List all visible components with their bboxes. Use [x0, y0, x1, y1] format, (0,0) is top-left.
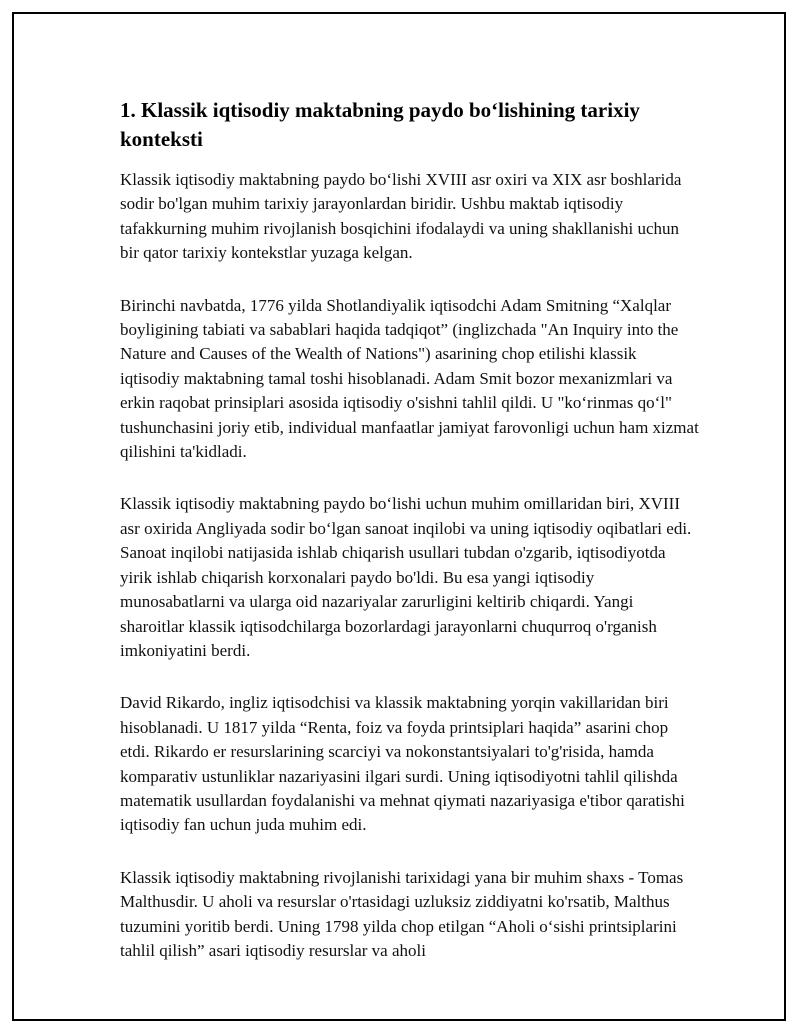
paragraph-3: Klassik iqtisodiy maktabning paydo boʻlishi uchun muhim omillaridan biri, XVIII asr oxirida Angliyada sodir boʻlgan sanoat inqilobi va uning iqtisodiy oqibatlari edi. Sanoat inqilobi natijasida ishlab chiqarish usullari tubdan o'zgarib, iqtisodiyotda yirik ishlab chiqarish korxonalari paydo bo'ldi. Bu esa yangi iqtisodiy munosabatlarni va ularga oid nazariyalar zarurligini keltirib chiqardi. Yangi sharoitlar klassik iqtisodchilarga bozorlardagi jarayonlarni chuqurroq o'rganish imkoniyatini berdi. [120, 494, 692, 660]
paragraph-4: David Rikardo, ingliz iqtisodchisi va klassik maktabning yorqin vakillaridan biri hisoblanadi. U 1817 yilda “Renta, foiz va foyda printsiplari haqida” asarini chop etdi. Rikardo er resurslarining scarciyi va nokonstantsiyalari to'g'risida, hamda komparativ ustunliklar nazariyasini ilgari surdi. Uning iqtisodiyotni tahlil qilishda matematik usullardan foydalanishi va mehnat qiymati nazariyasiga e'tibor qaratishi iqtisodiy fan uchun juda muhim edi. [120, 693, 685, 835]
document-body [120, 96, 700, 991]
section-heading: 1. Klassik iqtisodiy maktabning paydo boʻlishining tarixiy konteksti [120, 98, 640, 151]
paragraph-5: Klassik iqtisodiy maktabning rivojlanishi tarixidagi yana bir muhim shaxs - Tomas Malthusdir. U aholi va resurslar o'rtasidagi uzluksiz ziddiyatni ko'rsatib, Malthus tuzumini yoritib berdi. Uning 1798 yilda chop etilgan “Aholi oʻsishi printsiplarini tahlil qilish” asari iqtisodiy resurslar va aholi [120, 867, 684, 960]
paragraph-1: Klassik iqtisodiy maktabning paydo boʻlishi XVIII asr oxiri va XIX asr boshlarida sodir bo'lgan muhim tarixiy jarayonlardan biridir. Ushbu maktab iqtisodiy tafakkurning muhim rivojlanish bosqichini ifodalaydi va uning shakllanishi uchun bir qator tarixiy kontekstlar yuzaga kelgan. [120, 170, 682, 263]
paragraph-2: Birinchi navbatda, 1776 yilda Shotlandiyalik iqtisodchi Adam Smitning “Xalqlar boyligining tabiati va sabablari haqida tadqiqot” (inglizchada "An Inquiry into the Nature and Causes of the Wealth of Nations") asarining chop etilishi klassik iqtisodiy maktabning tamal toshi hisoblanadi. Adam Smit bozor mexanizmlari va erkin raqobat prinsiplari asosida iqtisodiy o'sishni tahlil qildi. U "koʻrinmas qoʻl" tushunchasini joriy etib, individual manfaatlar jamiyat farovonligi uchun ham xizmat qilishini ta'kidladi. [120, 295, 699, 462]
page-frame [12, 12, 786, 1021]
